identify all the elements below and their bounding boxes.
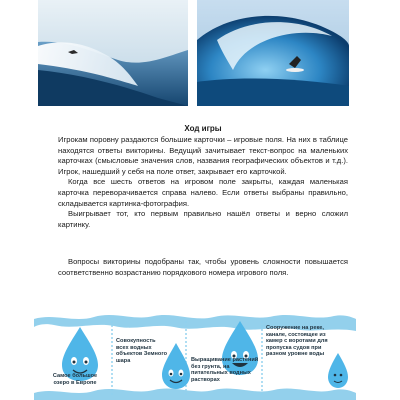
card-question-2: Совокупность всех водных объектов Земного шара: [116, 338, 168, 364]
difficulty-note: Вопросы викторины подобраны так, чтобы уровень сложности повышается соответственно возрастанию порядкового номера игрового поля.: [58, 257, 348, 277]
card-question-3: Выращивание растений без грунта, на питательных водных растворах: [191, 357, 259, 383]
wave-photo-right: [197, 0, 349, 106]
rules-paragraph-2: Когда все шесть ответов на игровом поле закрыты, каждая маленькая карточка переворачивается справа налево. Если ответы выбраны правильно, складывается картинка-фотография.: [58, 177, 348, 208]
section-title: Ход игры: [184, 124, 222, 133]
wave-image-right: [197, 0, 349, 106]
question-cards-strip: [34, 313, 356, 400]
rules-paragraph-3: Выигрывает тот, кто первым правильно нашёл ответы и верно сложил картинку.: [58, 209, 348, 229]
game-rules: [58, 124, 348, 230]
card-question-4: Сооружение на реке, канале, состоящее из камер с воротами для пропуска судов при разном уровне воды: [266, 325, 328, 358]
wave-photo-left: [38, 0, 188, 106]
card-question-1: Самое большое озеро в Европе: [52, 373, 98, 386]
wave-image-left: [38, 0, 188, 106]
rules-paragraph-1: Игрокам поровну раздаются большие карточки – игровые поля. На них в таблице находятся ответы викторины. Ведущий зачитывает текст-вопрос на маленьких карточках (смысловые значения слов, названия географических объектов и т.д.). Игрок, нашедший у себя на поле ответ, закрывает его карточкой.: [58, 135, 348, 176]
